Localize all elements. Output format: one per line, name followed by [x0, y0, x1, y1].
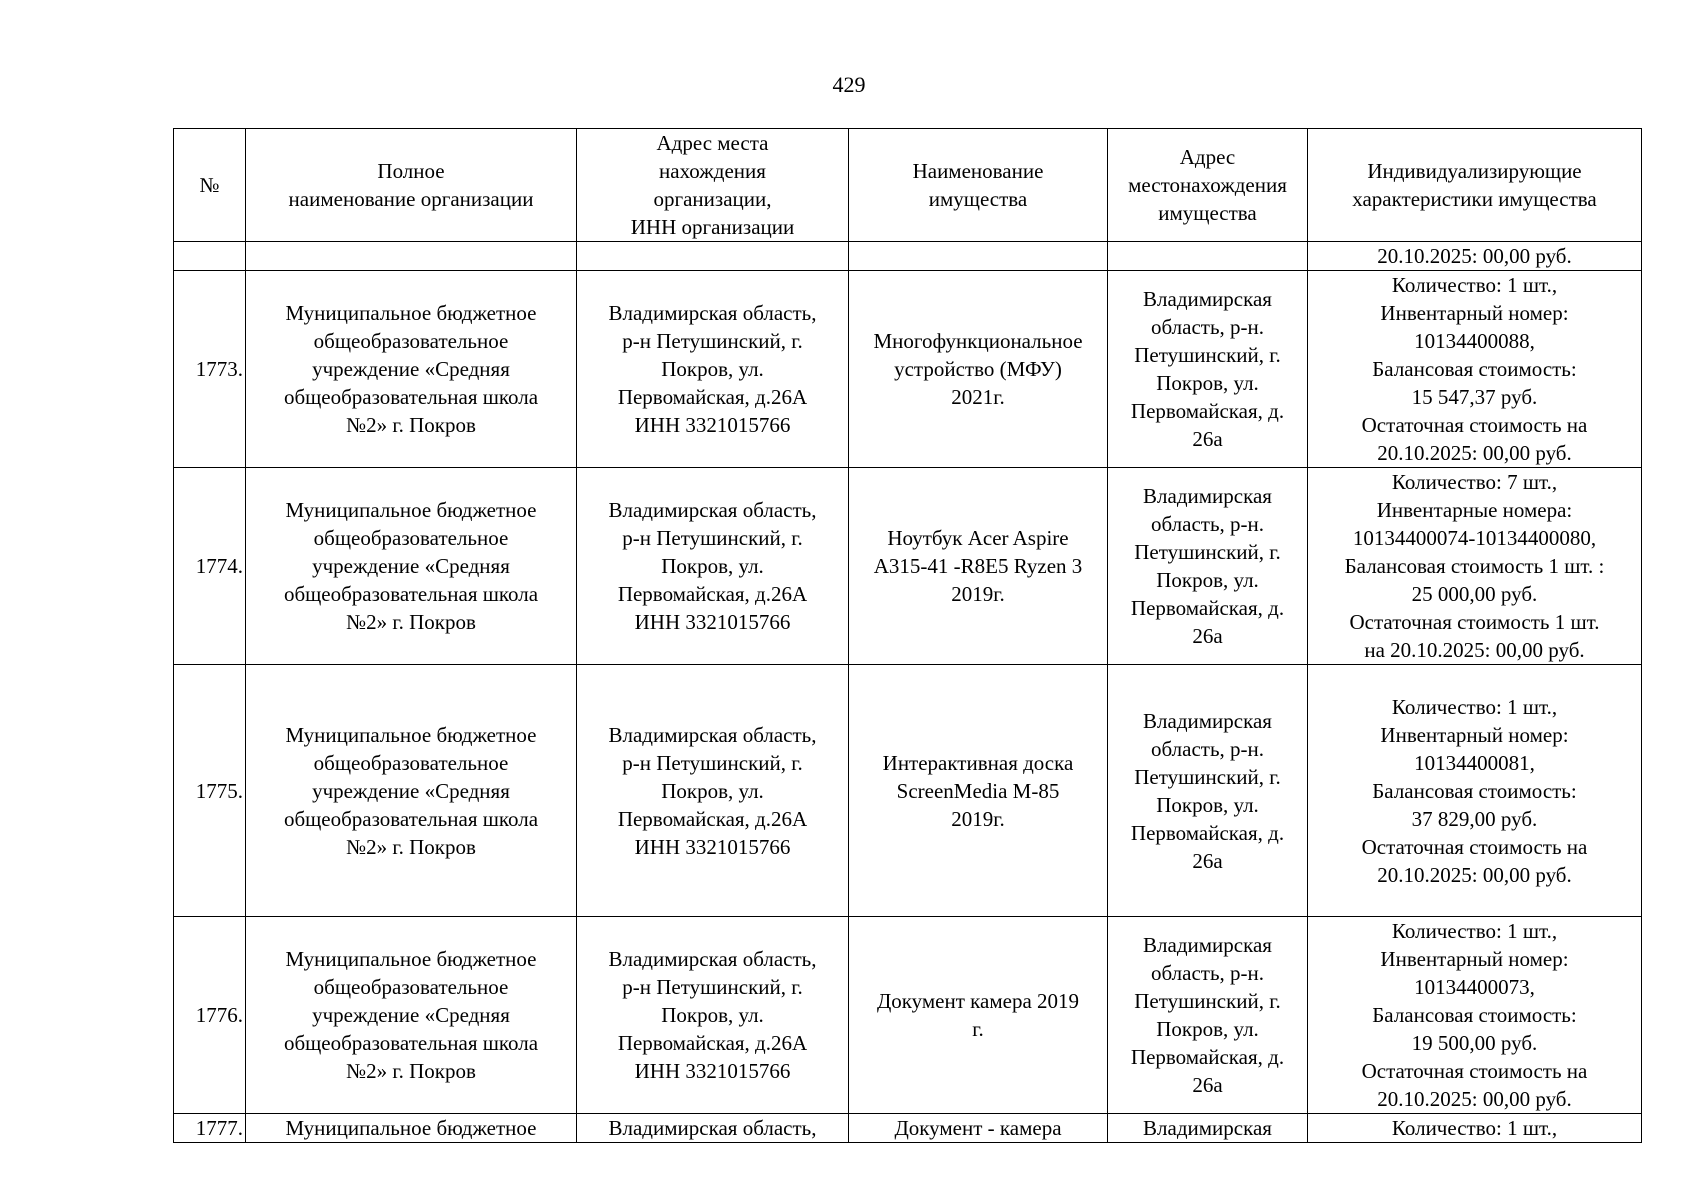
table-row-continuation — [174, 242, 1642, 271]
property-registry-table — [173, 128, 1642, 1143]
table-row — [174, 1114, 1642, 1143]
cell-asset-address: Владимирская область, р-н. Петушинский, г. Покров, ул. Первомайская, д. 26а — [1108, 468, 1308, 665]
header-asset-name: Наименование имущества — [849, 129, 1108, 242]
table-row — [174, 271, 1642, 468]
cell-org-name: Муниципальное бюджетное общеобразовательное учреждение «Средняя общеобразовательная школа №2» г. Покров — [246, 665, 577, 917]
cell-org-address: Владимирская область, р-н Петушинский, г. Покров, ул. Первомайская, д.26А ИНН 3321015766 — [577, 271, 849, 468]
cell-asset-details: 20.10.2025: 00,00 руб. — [1308, 242, 1642, 271]
header-asset-details: Индивидуализирующие характеристики имущества — [1308, 129, 1642, 242]
header-number: № — [174, 129, 246, 242]
cell-org-address: Владимирская область, р-н Петушинский, г. Покров, ул. Первомайская, д.26А ИНН 3321015766 — [577, 665, 849, 917]
cell-asset-name: Документ камера 2019 г. — [849, 917, 1108, 1114]
table-header-row — [174, 129, 1642, 242]
table-row — [174, 468, 1642, 665]
table-row — [174, 665, 1642, 917]
page-number: 429 — [832, 72, 866, 97]
cell-number — [174, 242, 246, 271]
cell-org-name: Муниципальное бюджетное общеобразовательное учреждение «Средняя общеобразовательная школа №2» г. Покров — [246, 917, 577, 1114]
cell-org-name: Муниципальное бюджетное общеобразовательное учреждение «Средняя общеобразовательная школа №2» г. Покров — [246, 468, 577, 665]
cell-number: 1775. — [174, 665, 246, 917]
header-asset-address: Адрес местонахождения имущества — [1108, 129, 1308, 242]
cell-asset-name: Многофункциональное устройство (МФУ) 2021г. — [849, 271, 1108, 468]
cell-org-name: Муниципальное бюджетное — [246, 1114, 577, 1143]
table-row — [174, 917, 1642, 1114]
cell-org-address: Владимирская область, р-н Петушинский, г. Покров, ул. Первомайская, д.26А ИНН 3321015766 — [577, 917, 849, 1114]
cell-asset-details: Количество: 7 шт., Инвентарные номера: 10134400074-10134400080, Балансовая стоимость 1 шт. : 25 000,00 руб. Остаточная стоимость 1 шт. на 20.10.2025: 00,00 руб. — [1308, 468, 1642, 665]
cell-number: 1774. — [174, 468, 246, 665]
cell-asset-name: Документ - камера — [849, 1114, 1108, 1143]
cell-org-address: Владимирская область, — [577, 1114, 849, 1143]
cell-asset-details: Количество: 1 шт., — [1308, 1114, 1642, 1143]
cell-org-address — [577, 242, 849, 271]
cell-asset-address: Владимирская область, р-н. Петушинский, г. Покров, ул. Первомайская, д. 26а — [1108, 917, 1308, 1114]
cell-asset-name — [849, 242, 1108, 271]
header-org-name: Полное наименование организации — [246, 129, 577, 242]
cell-asset-name: Интерактивная доска ScreenMedia M-85 2019г. — [849, 665, 1108, 917]
cell-number: 1773. — [174, 271, 246, 468]
cell-org-address: Владимирская область, р-н Петушинский, г. Покров, ул. Первомайская, д.26А ИНН 3321015766 — [577, 468, 849, 665]
cell-asset-name: Ноутбук Acer Aspire A315-41 -R8E5 Ryzen 3 2019г. — [849, 468, 1108, 665]
cell-asset-details: Количество: 1 шт., Инвентарный номер: 10134400073, Балансовая стоимость: 19 500,00 руб. Остаточная стоимость на 20.10.2025: 00,00 руб. — [1308, 917, 1642, 1114]
cell-asset-details: Количество: 1 шт., Инвентарный номер: 10134400088, Балансовая стоимость: 15 547,37 руб. Остаточная стоимость на 20.10.2025: 00,00 руб. — [1308, 271, 1642, 468]
cell-asset-address: Владимирская область, р-н. Петушинский, г. Покров, ул. Первомайская, д. 26а — [1108, 271, 1308, 468]
header-org-address: Адрес места нахождения организации, ИНН организации — [577, 129, 849, 242]
cell-asset-details: Количество: 1 шт., Инвентарный номер: 10134400081, Балансовая стоимость: 37 829,00 руб. Остаточная стоимость на 20.10.2025: 00,00 руб. — [1308, 665, 1642, 917]
cell-asset-address: Владимирская область, р-н. Петушинский, г. Покров, ул. Первомайская, д. 26а — [1108, 665, 1308, 917]
cell-asset-address — [1108, 242, 1308, 271]
cell-number: 1777. — [174, 1114, 246, 1143]
cell-org-name: Муниципальное бюджетное общеобразовательное учреждение «Средняя общеобразовательная школа №2» г. Покров — [246, 271, 577, 468]
cell-org-name — [246, 242, 577, 271]
cell-asset-address: Владимирская — [1108, 1114, 1308, 1143]
cell-number: 1776. — [174, 917, 246, 1114]
